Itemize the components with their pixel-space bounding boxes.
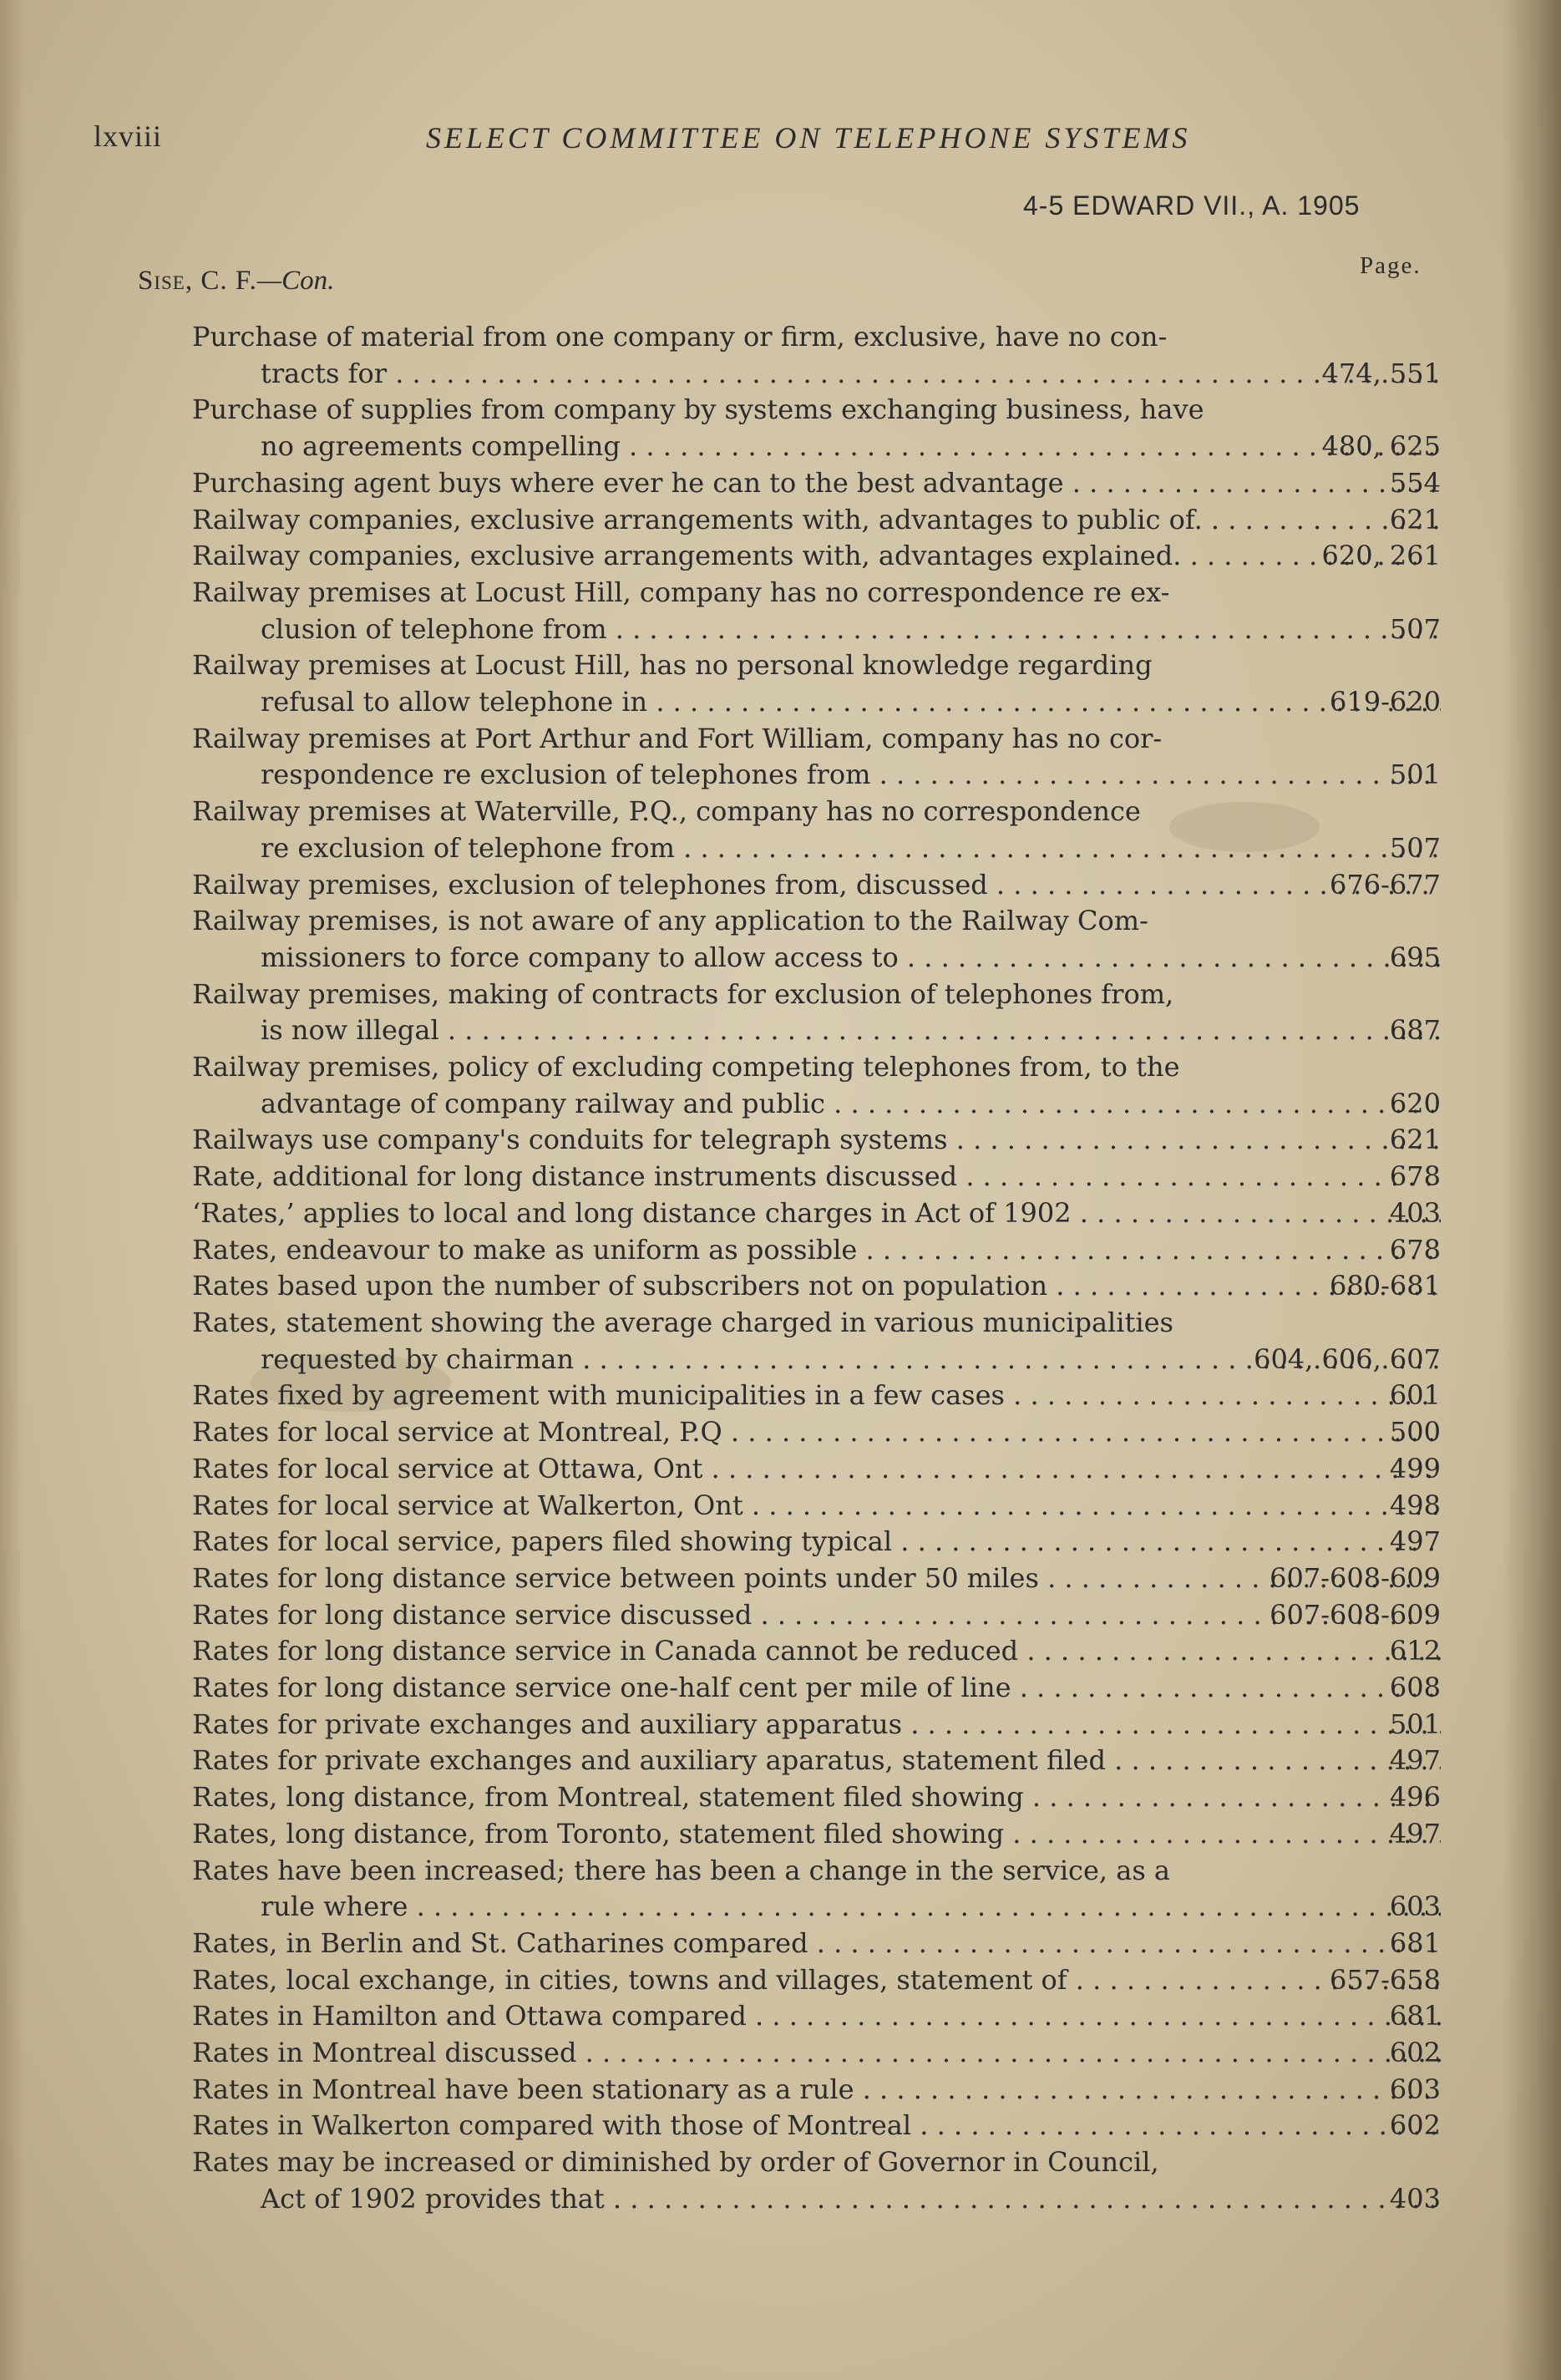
index-entry [192,1414,1441,1451]
page-reference: 507 [1389,612,1441,645]
entry-text-line: Rates fixed by agreement with municipalities in a few cases . . . [192,1378,1441,1414]
page-reference: 607-608-609 [1270,1561,1441,1594]
page-reference: 621 [1389,1124,1441,1156]
entry-continuation-line: requested by chairman . . . [192,1342,1441,1378]
witness-name: Sise, C. F. [138,266,257,296]
entry-text-line: Railway premises at Waterville, P.Q., company has no correspondence [192,795,1141,828]
entry-text-line: Rates, in Berlin and St. Catharines compared . . . [192,1926,1441,1962]
entry-continuation-line: Act of 1902 provides that . . . [192,2181,1441,2218]
page-reference: 603 [1389,2073,1441,2105]
index-entry [192,319,1441,392]
index-entry [192,721,1441,794]
index-entry [192,1816,1441,1853]
page-reference: 608 [1389,1672,1441,1704]
index-entry [192,1049,1441,1122]
index-entry [192,977,1441,1049]
page-reference: 497 [1389,1525,1441,1558]
entry-text-line: Rates for local service, papers filed showing typical . . . [192,1524,1441,1560]
entry-text-line: Rates for private exchanges and auxiliary apparatus . . . [192,1707,1441,1743]
page-reference: 496 [1389,1781,1441,1814]
index-entry [192,1962,1441,1999]
page-reference: 678 [1389,1233,1441,1266]
page-reference: 681 [1389,1926,1441,1959]
index-entry [192,2072,1441,2109]
index-entry [192,1779,1441,1816]
index-entries [192,319,1441,2218]
entry-text-line: Rates, endeavour to make as uniform as possible . . . [192,1232,1441,1269]
entry-text-line: Railway premises at Port Arthur and Fort William, company has no cor- [192,722,1163,754]
page-reference: 403 [1389,2182,1441,2215]
entry-text-line: Purchase of material from one company or firm, exclusive, have no con- [192,321,1168,353]
index-entry [192,1122,1441,1159]
entry-text-line: Railway premises, exclusion of telephones from, discussed . . . [192,867,1441,904]
entry-continuation-line: missioners to force company to allow access to . . . [192,940,1441,977]
page-reference: 657-658 [1330,1963,1441,1996]
entry-text-line: Purchase of supplies from company by systems exchanging business, have [192,393,1204,426]
entry-text-line: Rates may be increased or diminished by order of Governor in Council, [192,2146,1159,2179]
entry-text-line: Rates, long distance, from Toronto, statement filed showing . . . [192,1816,1441,1853]
index-entry [192,1853,1441,1926]
entry-text-line: Rates for long distance service discussed . . . [192,1597,1441,1634]
index-entry [192,1670,1441,1707]
page-reference: 620, 261 [1321,540,1441,572]
index-entry [192,1597,1441,1634]
entry-continuation-line: is now illegal . . . [192,1012,1441,1049]
entry-continuation-line: tracts for . . . [192,356,1441,393]
entry-text-line: Rates for private exchanges and auxiliary aparatus, statement filed . . . [192,1743,1441,1779]
index-entry [192,1268,1441,1305]
entry-continuation-line: rule where . . . [192,1889,1441,1926]
witness-heading [138,266,334,297]
page-reference: 695 [1389,941,1441,973]
entry-text-line: Rates, long distance, from Montreal, statement filed showing . . . [192,1779,1441,1816]
spine-shadow [1503,0,1561,2380]
index-entry [192,1195,1441,1232]
entry-continuation-line: refusal to allow telephone in . . . [192,684,1441,721]
page-reference: 474, 551 [1321,357,1441,389]
index-entry [192,392,1441,464]
page-reference: 601 [1389,1379,1441,1412]
page-column-label: Page. [1360,252,1422,279]
index-entry [192,1488,1441,1525]
page-reference: 603 [1389,1890,1441,1923]
page-edge-shading [0,0,25,2380]
index-entry [192,1451,1441,1488]
entry-text-line: Purchasing agent buys where ever he can to the best advantage . . . [192,465,1441,502]
session-label: 4-5 EDWARD VII., A. 1905 [1023,190,1361,221]
index-entry [192,575,1441,647]
entry-text-line: ‘Rates,’ applies to local and long distance charges in Act of 1902 . . . [192,1195,1441,1232]
index-entry [192,538,1441,575]
page-reference: 621 [1389,503,1441,535]
entry-text-line: Railways use company's conduits for telegraph systems . . . [192,1122,1441,1159]
index-entry [192,1743,1441,1779]
entry-text-line: Railway premises, is not aware of any application to the Railway Com- [192,905,1148,937]
entry-text-line: Rates for long distance service in Canada cannot be reduced . . . [192,1633,1441,1670]
index-entry [192,903,1441,976]
entry-continuation-line: re exclusion of telephone from . . . [192,830,1441,867]
entry-text-line: Railway premises, making of contracts for exclusion of telephones from, [192,977,1174,1010]
entry-continuation-line: respondence re exclusion of telephones from . . . [192,757,1441,794]
entry-text-line: Rates in Hamilton and Ottawa compared . . . [192,1998,1441,2035]
entry-continuation-line: no agreements compelling . . . [192,429,1441,465]
index-entry [192,867,1441,904]
entry-text-line: Rates in Montreal have been stationary as a rule . . . [192,2072,1441,2109]
entry-text-line: Rates, local exchange, in cities, towns and villages, statement of . . . [192,1962,1441,1999]
page-reference: 602 [1389,2109,1441,2142]
page-reference: 507 [1389,831,1441,864]
page-reference: 619-620 [1330,686,1441,718]
entry-text-line: Rates, statement showing the average charged in various municipalities [192,1306,1173,1338]
entry-text-line: Rates for local service at Ottawa, Ont . . . [192,1451,1441,1488]
page-reference: 607-608-609 [1270,1598,1441,1631]
index-entry [192,1524,1441,1560]
index-entry [192,502,1441,539]
entry-text-line: Railway premises, policy of excluding competing telephones from, to the [192,1051,1180,1083]
page-reference: 554 [1389,466,1441,499]
index-entry [192,1633,1441,1670]
index-entry [192,1560,1441,1597]
entry-text-line: Rates in Walkerton compared with those of Montreal . . . [192,2108,1441,2144]
entry-text-line: Rates for long distance service between points under 50 miles . . . [192,1560,1441,1597]
index-entry [192,1926,1441,1962]
index-entry [192,1378,1441,1414]
page-reference: 501 [1389,1708,1441,1740]
entry-text-line: Railway premises at Locust Hill, company has no correspondence re ex- [192,576,1170,608]
page-reference: 497 [1389,1744,1441,1777]
entry-text-line: Rate, additional for long distance instruments discussed . . . [192,1159,1441,1195]
page-reference: 403 [1389,1196,1441,1229]
index-entry [192,1305,1441,1378]
entry-text-line: Railway companies, exclusive arrangements with, advantages to public of. . . . [192,502,1441,539]
entry-text-line: Rates based upon the number of subscribers not on population . . . [192,1268,1441,1305]
page-reference: 678 [1389,1160,1441,1193]
running-title: SELECT COMMITTEE ON TELEPHONE SYSTEMS [426,121,1191,155]
index-entry [192,794,1441,866]
page-reference: 602 [1389,2037,1441,2069]
page-reference: 497 [1389,1817,1441,1850]
page-reference: 501 [1389,759,1441,791]
index-entry [192,2035,1441,2072]
page-reference: 499 [1389,1452,1441,1484]
index-entry [192,1232,1441,1269]
entry-text-line: Rates for local service at Montreal, P.Q . . . [192,1414,1441,1451]
index-entry [192,1707,1441,1743]
continued-marker: —Con. [256,266,335,296]
index-entry [192,2144,1441,2217]
index-entry [192,2108,1441,2144]
page-reference: 498 [1389,1489,1441,1521]
entry-text-line: Rates for local service at Walkerton, Ont . . . [192,1488,1441,1525]
page-reference: 680-681 [1330,1270,1441,1302]
index-entry [192,647,1441,720]
index-entry [192,1159,1441,1195]
page-reference: 480, 625 [1321,430,1441,463]
page-reference: 676-677 [1330,868,1441,901]
entry-text-line: Rates for long distance service one-half cent per mile of line . . . [192,1670,1441,1707]
entry-continuation-line: clusion of telephone from . . . [192,611,1441,648]
index-entry [192,465,1441,502]
page-reference: 604, 606, 607 [1254,1342,1441,1375]
page-reference: 500 [1389,1416,1441,1449]
entry-continuation-line: advantage of company railway and public . . . [192,1086,1441,1123]
page-reference: 612 [1389,1635,1441,1667]
entry-text-line: Railway premises at Locust Hill, has no personal knowledge regarding [192,649,1153,682]
entry-text-line: Railway companies, exclusive arrangements with, advantages explained. . . . [192,538,1441,575]
entry-text-line: Rates in Montreal discussed . . . [192,2035,1441,2072]
page-reference: 687 [1389,1014,1441,1047]
index-entry [192,1998,1441,2035]
folio-number: lxviii [94,119,163,153]
page-reference: 681 [1389,2000,1441,2032]
page-reference: 620 [1389,1087,1441,1119]
entry-text-line: Rates have been increased; there has been a change in the service, as a [192,1854,1170,1886]
